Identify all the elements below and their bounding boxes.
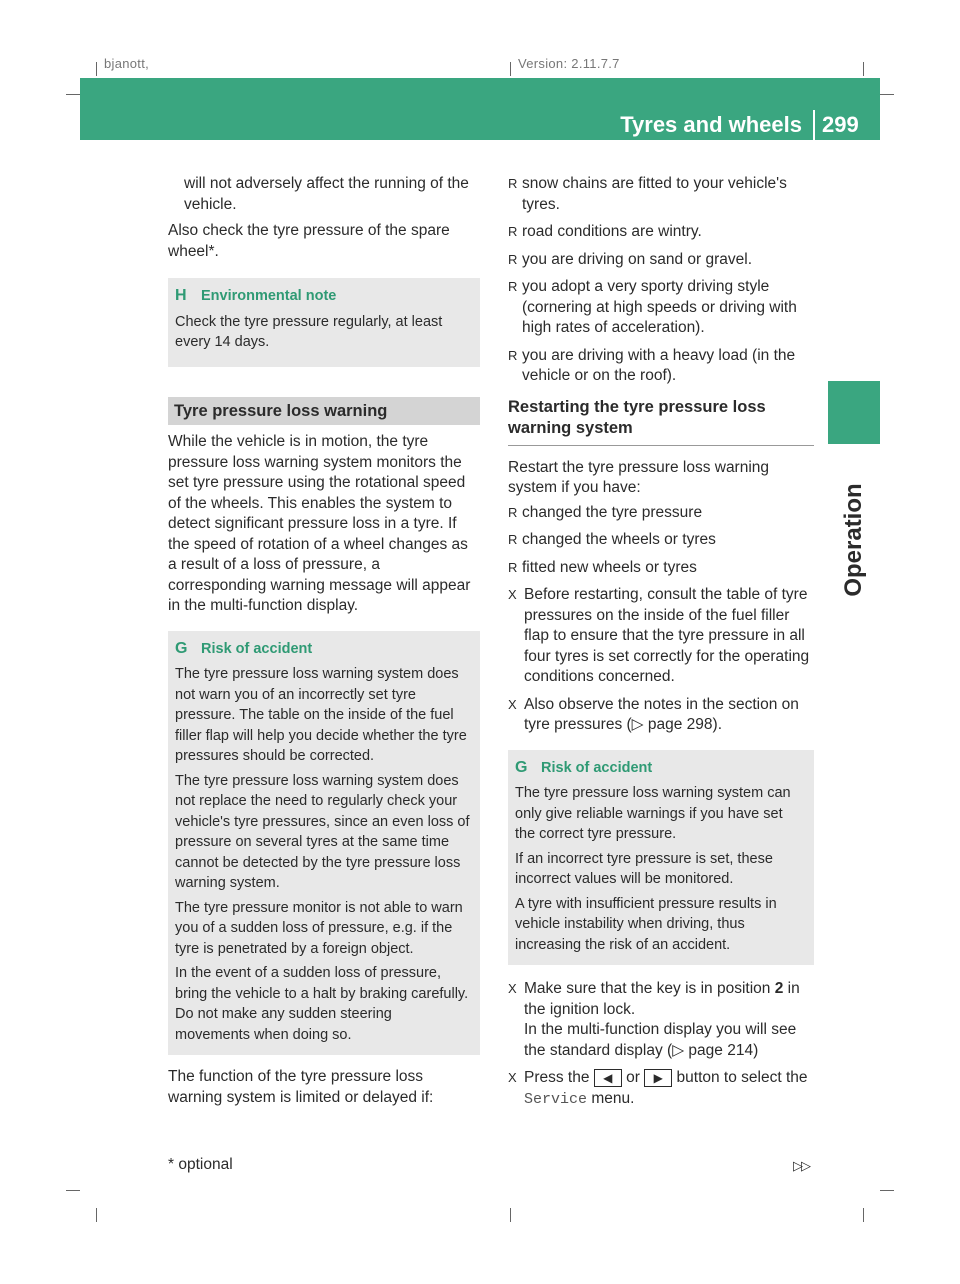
environmental-note-header: [175, 286, 470, 307]
risk-warning-box: [168, 631, 480, 1056]
bullet-mark: R: [508, 347, 518, 363]
crop-mark: [66, 94, 80, 95]
limited-function-text: The function of the tyre pressure loss warning system is limited or delayed if:: [168, 1068, 434, 1106]
list-item-text: changed the tyre pressure: [522, 503, 703, 521]
environmental-note: [168, 278, 480, 367]
footnote: * optional: [168, 1156, 233, 1173]
list-item-text: you are driving on sand or gravel.: [522, 250, 753, 268]
spare-wheel-text: Also check the tyre pressure of the spare wheel*.: [168, 222, 450, 260]
warning-triangle-icon: G: [175, 639, 188, 657]
right-column: [508, 174, 814, 1117]
list-item: [508, 530, 814, 551]
step-text: Before restarting, consult the table of tyre pressures on the inside of the fuel filler flap to ensure that the tyre pressure in all four tyres is set correctly for the operating conditions concerned.: [524, 586, 810, 685]
bullet-mark: R: [508, 279, 518, 294]
step-mark: X: [508, 696, 517, 712]
print-meta-right: Version: 2.11.7.7: [518, 56, 620, 71]
list-item: [508, 503, 814, 524]
step-text: button to select the: [676, 1069, 808, 1086]
list-item-text: snow chains are fitted to your vehicle's tyres.: [522, 175, 787, 213]
service-menu-label: Service: [524, 1090, 588, 1108]
list-item: [508, 174, 814, 215]
restart-steps-list: [508, 585, 814, 736]
risk-warning-box: [508, 750, 814, 966]
crop-mark: [880, 94, 894, 95]
list-item-text: you adopt a very sporty driving style (cornering at high speeds or driving with high rates of acceleration).: [522, 278, 797, 336]
display-note: In the multi-function display you will see the standard display (▷ page 214): [524, 1021, 797, 1059]
risk-warning-title: Risk of accident: [201, 640, 313, 657]
section-title: Tyre pressure loss warning: [168, 397, 480, 426]
key-position: 2: [774, 980, 784, 997]
risk-paragraph: The tyre pressure loss warning system does not warn you of an incorrectly set tyre pressure. The table on the inside of the fuel filler flap will help you decide whether the tyre pressures should be corrected.: [175, 666, 467, 764]
risk-paragraph: If an incorrect tyre pressure is set, these incorrect values will be monitored.: [515, 850, 773, 887]
step-text: Also observe the notes in the section on tyre pressures (▷ page 298).: [524, 695, 799, 733]
crop-mark: [863, 1208, 864, 1222]
environmental-note-text: Check the tyre pressure regularly, at least every 14 days.: [175, 313, 443, 350]
bullet-mark: R: [508, 559, 518, 575]
intro-continued: will not adversely affect the running of the vehicle.: [184, 175, 469, 213]
section-paragraph: While the vehicle is in motion, the tyre pressure loss warning system monitors the set tyre pressure using the rotational speed of the wheels. This enables the system to detect significant pressure loss in a tyre. If the speed of rotation of a wheel changes as a result of a loss of pressure, a corresponding warning message will appear in the multi-function display.: [168, 433, 471, 614]
step-mark: X: [508, 1070, 517, 1085]
side-tab-text: Operation: [840, 483, 867, 597]
bullet-mark: R: [508, 251, 518, 267]
risk-paragraph: A tyre with insufficient pressure results in vehicle instability when driving, thus increasing the risk of an accident.: [515, 895, 777, 953]
ignition-steps-list: [508, 979, 814, 1110]
risk-warning-title: Risk of accident: [541, 759, 653, 776]
page-number: 299: [822, 112, 859, 137]
conditions-list: [508, 174, 814, 387]
crop-mark: [66, 1190, 80, 1191]
step-text: Make sure that the key is in position: [524, 980, 771, 997]
step-item: [508, 979, 814, 1061]
crop-mark: [96, 1208, 97, 1222]
step-text: in the ignition lock.: [524, 980, 800, 1018]
risk-paragraph: The tyre pressure loss warning system does not replace the need to regularly check your vehicle's tyre pressures, since an even loss of pressure on several tyres at the same time cannot be detected by the tyre pressure loss warning system.: [175, 772, 470, 891]
list-item-text: changed the wheels or tyres: [522, 531, 716, 548]
risk-paragraph: The tyre pressure loss warning system can only give reliable warnings if you have set the correct tyre pressure.: [515, 785, 791, 842]
bullet-mark: R: [508, 532, 518, 547]
left-column: [168, 174, 480, 1114]
environment-icon: H: [175, 287, 187, 304]
warning-triangle-icon: G: [515, 758, 528, 776]
restart-heading: Restarting the tyre pressure loss warning system: [508, 397, 814, 446]
crop-mark: [880, 1190, 894, 1191]
step-text: menu.: [591, 1089, 635, 1107]
risk-paragraph: In the event of a sudden loss of pressure, bring the vehicle to a halt by braking carefully. Do not make any sudden steering movements when doing so.: [175, 965, 469, 1043]
bullet-mark: R: [508, 176, 518, 191]
crop-mark: [510, 62, 511, 76]
step-mark: X: [508, 981, 517, 996]
page-title: Tyres and wheels: [620, 112, 802, 137]
list-item: [508, 558, 814, 579]
left-arrow-button-icon: ◀: [594, 1069, 622, 1087]
restart-reasons-list: [508, 503, 814, 579]
step-item: [508, 695, 814, 736]
step-text: or: [626, 1069, 640, 1086]
continue-arrows-icon: ▷▷: [793, 1158, 809, 1173]
risk-warning-header: [175, 639, 470, 660]
bullet-mark: R: [508, 504, 518, 520]
list-item-text: fitted new wheels or tyres: [522, 558, 697, 576]
step-text: Press the: [524, 1069, 590, 1086]
list-item-text: you are driving with a heavy load (in the vehicle or on the roof).: [522, 346, 796, 384]
header-divider: [813, 110, 815, 140]
restart-intro: Restart the tyre pressure loss warning system if you have:: [508, 458, 770, 496]
print-meta-left: bjanott,: [104, 56, 150, 71]
step-item: [508, 585, 814, 688]
right-arrow-button-icon: ▶: [644, 1069, 672, 1087]
environmental-note-title: Environmental note: [201, 288, 337, 304]
list-item: [508, 222, 814, 243]
crop-mark: [863, 62, 864, 76]
crop-mark: [96, 62, 97, 76]
list-item-text: road conditions are wintry.: [522, 223, 702, 240]
list-item: [508, 277, 814, 339]
list-item: [508, 346, 814, 387]
risk-paragraph: The tyre pressure monitor is not able to warn you of a sudden loss of pressure, e.g. if the tyre is penetrated by a foreign object.: [175, 899, 463, 957]
risk-warning-header: [515, 758, 804, 779]
step-item: [508, 1068, 814, 1110]
bullet-mark: R: [508, 224, 518, 239]
step-mark: X: [508, 587, 517, 602]
list-item: [508, 250, 814, 271]
crop-mark: [510, 1208, 511, 1222]
